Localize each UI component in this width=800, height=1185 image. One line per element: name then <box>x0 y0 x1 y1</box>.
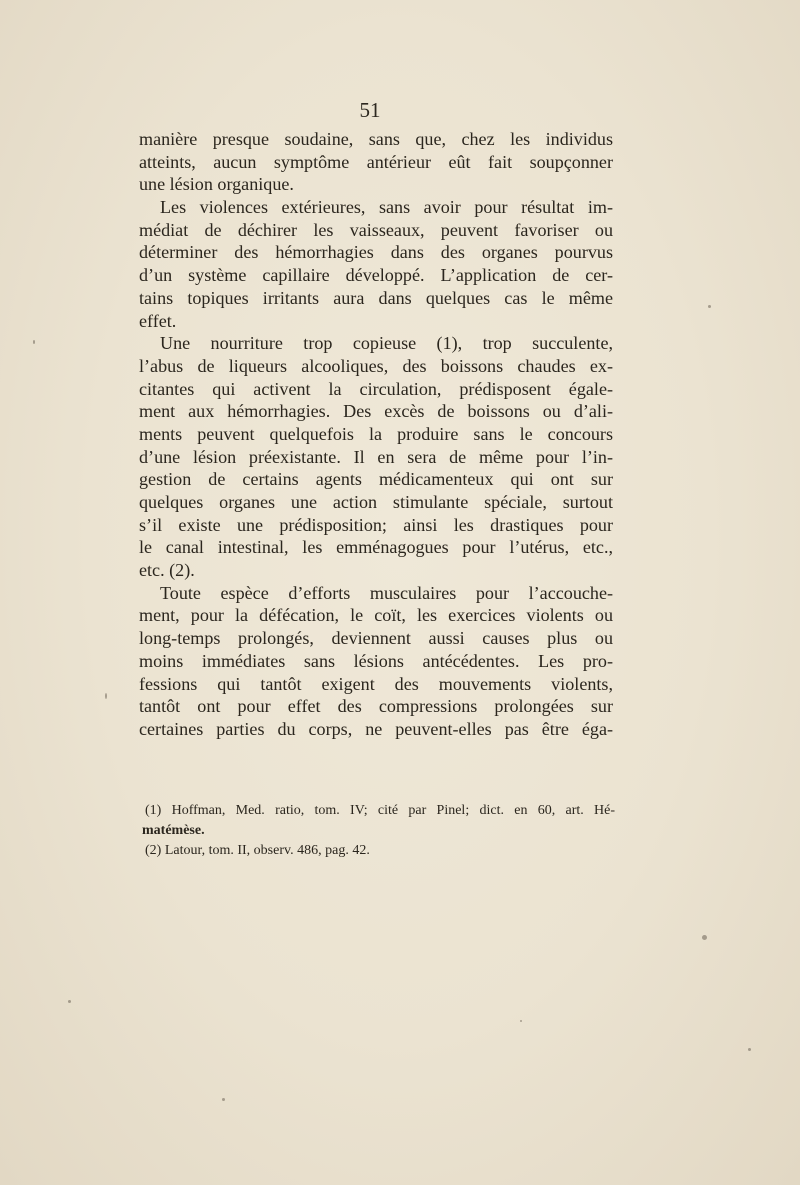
footnote-line: (2) Latour, tom. II, observ. 486, pag. 42. <box>145 843 370 858</box>
text-line: manière presque soudaine, sans que, chez les individus <box>139 129 613 149</box>
text-line: Les violences extérieures, sans avoir pour résultat im- <box>160 197 613 218</box>
text-line: une lésion organique. <box>139 174 294 195</box>
text-line: Une nourriture trop copieuse (1), trop succulente, <box>160 333 613 354</box>
text-line: ments peuvent quelquefois la produire sans le concours <box>139 423 613 444</box>
text-line: long-temps prolongés, deviennent aussi causes plus ou <box>139 628 613 649</box>
footnote-line: (1) Hoffman, Med. ratio, tom. IV; cité par Pinel; dict. en 60, art. Hé- <box>145 803 615 818</box>
paper-speck <box>222 1098 225 1101</box>
paper-speck <box>702 935 707 940</box>
text-line: l’abus de liqueurs alcooliques, des boissons chaudes ex- <box>139 355 613 376</box>
text-line: déterminer des hémorrhagies dans des organes pourvus <box>139 242 613 263</box>
text-line: le canal intestinal, les emménagogues pour l’utérus, etc., <box>139 537 613 558</box>
text-line: d’une lésion préexistante. Il en sera de même pour l’in- <box>139 446 613 467</box>
text-line: citantes qui activent la circulation, prédisposent égale- <box>139 378 613 399</box>
paragraph <box>139 196 613 332</box>
text-line: quelques organes une action stimulante spéciale, surtout <box>139 492 613 512</box>
body-text <box>139 128 613 741</box>
paragraph <box>139 582 613 741</box>
paragraph <box>139 128 613 196</box>
footnote <box>145 841 615 861</box>
text-line: certaines parties du corps, ne peuvent-elles pas être éga- <box>139 718 613 739</box>
paper-speck <box>748 1048 751 1051</box>
text-line: atteints, aucun symptôme antérieur eût fait soupçonner <box>139 151 613 172</box>
text-line: ment, pour la défécation, le coït, les exercices violents ou <box>139 605 613 626</box>
text-line: fessions qui tantôt exigent des mouvements violents, <box>139 673 613 694</box>
text-line: tains topiques irritants aura dans quelques cas le même <box>139 287 613 308</box>
text-line: s’il existe une prédisposition; ainsi les drastiques pour <box>139 514 613 535</box>
text-line: Toute espèce d’efforts musculaires pour l’accouche- <box>160 582 613 603</box>
footnote-line: matémèse. <box>142 823 205 838</box>
paper-speck <box>68 1000 71 1003</box>
paper-speck <box>105 693 107 699</box>
paper-speck <box>708 305 711 308</box>
footnote <box>142 801 615 841</box>
text-line: moins immédiates sans lésions antécédentes. Les pro- <box>139 650 613 671</box>
text-line: médiat de déchirer les vaisseaux, peuvent favoriser ou <box>139 219 613 240</box>
text-line: etc. (2). <box>139 560 195 581</box>
page-number: 51 <box>359 98 381 122</box>
text-line: gestion de certains agents médicamenteux qui ont sur <box>139 469 613 490</box>
text-line: ment aux hémorrhagies. Des excès de boissons ou d’ali- <box>139 401 613 422</box>
paragraph <box>139 332 613 582</box>
text-line: d’un système capillaire développé. L’application de cer- <box>139 265 613 286</box>
paper-speck <box>33 340 35 344</box>
footnotes <box>142 801 615 861</box>
text-line: tantôt ont pour effet des compressions prolongées sur <box>139 696 613 717</box>
paper-speck <box>520 1020 522 1022</box>
text-line: effet. <box>139 310 177 331</box>
